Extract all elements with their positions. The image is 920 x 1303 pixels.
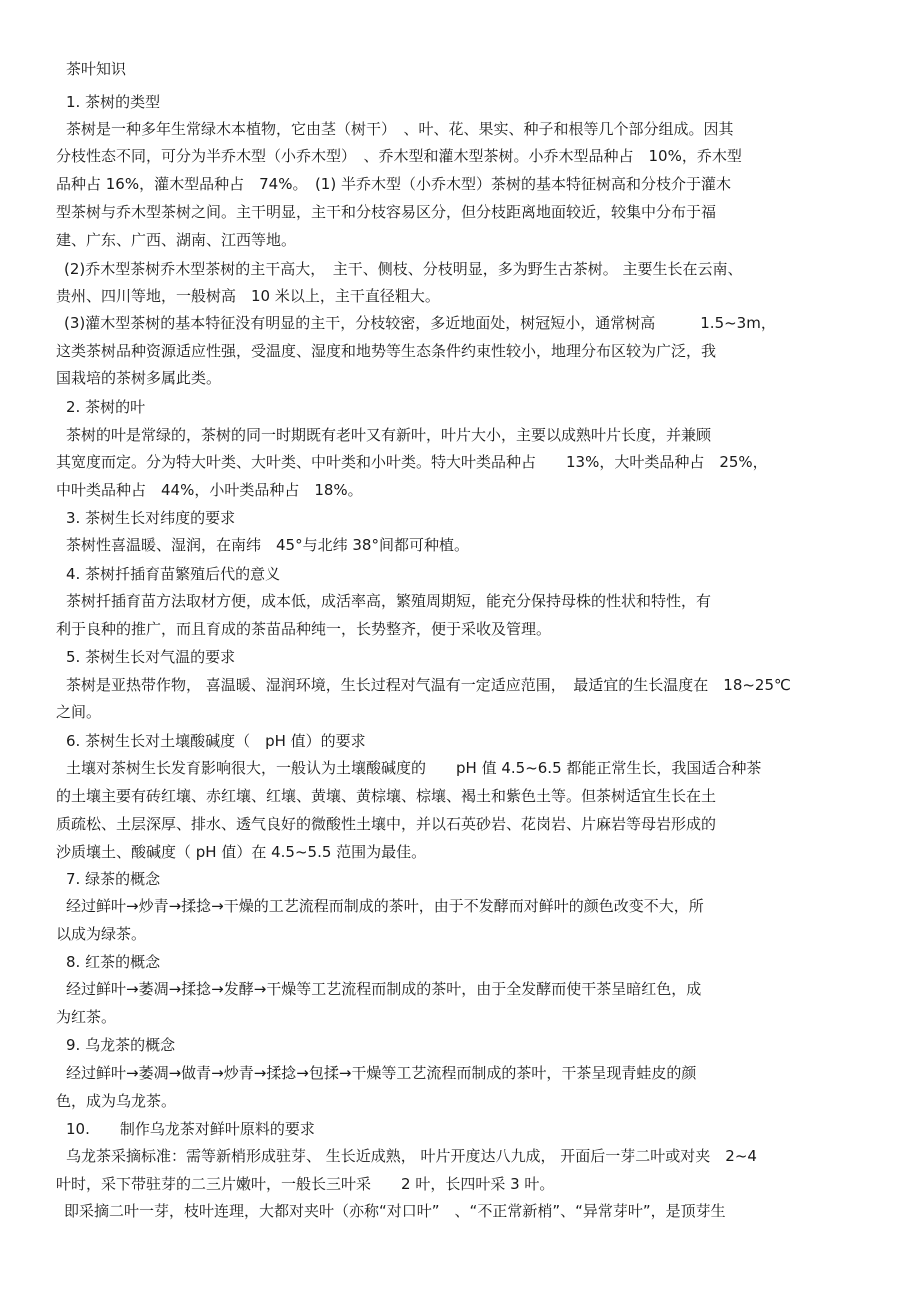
section-heading: 8. 红茶的概念 bbox=[66, 953, 161, 971]
paragraph-line: 为红茶。 bbox=[56, 1008, 117, 1026]
section-heading: 5. 茶树生长对气温的要求 bbox=[66, 648, 236, 666]
paragraph-line: 茶树性喜温暖、湿润，在南纬 45°与北纬 38°间都可种植。 bbox=[66, 536, 469, 554]
paragraph-line: (2)乔木型茶树乔木型茶树的主干高大， 主干、侧枝、分枝明显，多为野生古茶树。 主要生长在云南、 bbox=[64, 260, 743, 278]
paragraph-line: 利于良种的推广，而且育成的茶苗品种纯一，长势整齐，便于采收及管理。 bbox=[56, 620, 552, 638]
paragraph-line: 经过鲜叶→萎凋→揉捻→发酵→干燥等工艺流程而制成的茶叶，由于全发酵而使干茶呈暗红色，成 bbox=[66, 980, 702, 998]
paragraph-line: 品种占 16%，灌木型品种占 74%。 (1) 半乔木型（小乔木型）茶树的基本特征树高和分枝介于灌木 bbox=[56, 175, 731, 193]
paragraph-line: 经过鲜叶→炒青→揉捻→干燥的工艺流程而制成的茶叶，由于不发酵而对鲜叶的颜色改变不大，所 bbox=[66, 897, 704, 915]
doc-title: 茶叶知识 bbox=[66, 60, 127, 78]
section-heading: 10. 制作乌龙茶对鲜叶原料的要求 bbox=[66, 1120, 315, 1138]
paragraph-line: 叶时，采下带驻芽的二三片嫩叶，一般长三叶采 2 叶，长四叶采 3 叶。 bbox=[56, 1175, 555, 1193]
paragraph-line: 经过鲜叶→萎凋→做青→炒青→揉捻→包揉→干燥等工艺流程而制成的茶叶，干茶呈现青蛙皮的颜 bbox=[66, 1064, 697, 1082]
paragraph-line: 色，成为乌龙茶。 bbox=[56, 1092, 177, 1110]
paragraph-line: 其宽度而定。分为特大叶类、大叶类、中叶类和小叶类。特大叶类品种占 13%，大叶类品种占 25%， bbox=[56, 453, 768, 471]
paragraph-line: 茶树是亚热带作物， 喜温暖、湿润环境，生长过程对气温有一定适应范围， 最适宜的生长温度在 18~25℃ bbox=[66, 676, 791, 694]
paragraph-line: 分枝性态不同，可分为半乔木型（小乔木型） 、乔木型和灌木型茶树。小乔木型品种占 10%，乔木型 bbox=[56, 147, 742, 165]
paragraph-line: 茶树扦插育苗方法取材方便，成本低，成活率高，繁殖周期短，能充分保持母株的性状和特性，有 bbox=[66, 592, 712, 610]
paragraph-line: 建、广东、广西、湖南、江西等地。 bbox=[56, 231, 297, 249]
paragraph-line: (3)灌木型茶树的基本特征没有明显的主干，分枝较密，多近地面处，树冠短小，通常树高 1.5~3m， bbox=[64, 314, 776, 332]
paragraph-line: 乌龙茶采摘标准：需等新梢形成驻芽、 生长近成熟， 叶片开度达八九成， 开面后一芽二叶或对夹 2~4 bbox=[66, 1147, 757, 1165]
paragraph-line: 贵州、四川等地，一般树高 10 米以上，主干直径粗大。 bbox=[56, 287, 440, 305]
section-heading: 9. 乌龙茶的概念 bbox=[66, 1036, 176, 1054]
paragraph-line: 的土壤主要有砖红壤、赤红壤、红壤、黄壤、黄棕壤、棕壤、褐土和紫色土等。但茶树适宜生长在土 bbox=[56, 787, 717, 805]
paragraph-line: 质疏松、土层深厚、排水、透气良好的微酸性土壤中，并以石英砂岩、花岗岩、片麻岩等母岩形成的 bbox=[56, 815, 717, 833]
paragraph-line: 国栽培的茶树多属此类。 bbox=[56, 369, 222, 387]
paragraph-line: 之间。 bbox=[56, 703, 102, 721]
paragraph-line: 土壤对茶树生长发育影响很大，一般认为土壤酸碱度的 pH 值 4.5~6.5 都能正常生长，我国适合种茶 bbox=[66, 759, 762, 777]
paragraph-line: 这类茶树品种资源适应性强，受温度、湿度和地势等生态条件约束性较小，地理分布区较为广泛，我 bbox=[56, 342, 717, 360]
section-heading: 3. 茶树生长对纬度的要求 bbox=[66, 509, 236, 527]
paragraph-line: 即采摘二叶一芽，枝叶连理，大都对夹叶（亦称“对口叶” 、“不正常新梢”、“异常芽叶”，是顶芽生 bbox=[64, 1202, 726, 1220]
paragraph-line: 中叶类品种占 44%，小叶类品种占 18%。 bbox=[56, 481, 363, 499]
paragraph-line: 型茶树与乔木型茶树之间。主干明显，主干和分枝容易区分，但分枝距离地面较近，较集中分布于福 bbox=[56, 203, 717, 221]
paragraph-line: 沙质壤土、酸碱度（ pH 值）在 4.5~5.5 范围为最佳。 bbox=[56, 843, 427, 861]
section-heading: 2. 茶树的叶 bbox=[66, 398, 146, 416]
section-heading: 6. 茶树生长对土壤酸碱度（ pH 值）的要求 bbox=[66, 732, 366, 750]
section-heading: 1. 茶树的类型 bbox=[66, 93, 161, 111]
paragraph-line: 茶树的叶是常绿的，茶树的同一时期既有老叶又有新叶，叶片大小，主要以成熟叶片长度，并兼顾 bbox=[66, 426, 712, 444]
paragraph-line: 茶树是一种多年生常绿木本植物，它由茎（树干） 、叶、花、果实、种子和根等几个部分组成。因其 bbox=[66, 120, 734, 138]
paragraph-line: 以成为绿茶。 bbox=[56, 925, 147, 943]
section-heading: 4. 茶树扦插育苗繁殖后代的意义 bbox=[66, 565, 281, 583]
section-heading: 7. 绿茶的概念 bbox=[66, 870, 161, 888]
